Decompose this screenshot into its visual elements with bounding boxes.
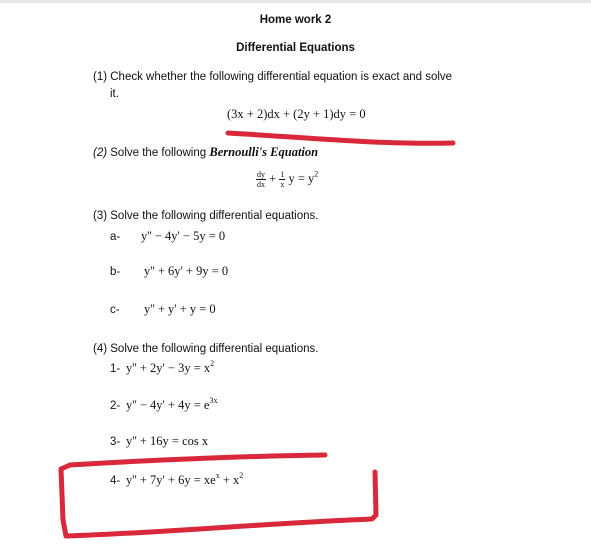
q3-prompt: (3) Solve the following differential equations. (93, 210, 319, 222)
q1-prompt-continued: it. (110, 88, 119, 100)
q4-3-equation: y'' + 16y = cos x (126, 434, 209, 448)
q4-2-equation: $y'' - 4y' + 4y = e^{3x}$ (126, 396, 218, 412)
q4-4-marker: 4- (110, 475, 121, 487)
one-over-x-fraction: $\frac{1}{x}$ (280, 170, 285, 189)
q3b-equation: y'' + 6y' + 9y = 0 (144, 264, 229, 278)
q3a-marker: a- (110, 231, 121, 243)
q4-prompt: (4) Solve the following differential equations. (93, 343, 319, 355)
q2-prompt (93, 145, 318, 160)
q4-1-marker: 1- (110, 363, 121, 375)
q2-number: (2) (93, 147, 108, 159)
q3a-equation: y'' − 4y' − 5y = 0 (141, 229, 226, 243)
q3b-marker: b- (110, 266, 121, 278)
q4-2-marker: 2- (110, 400, 121, 412)
red-underline-stroke (228, 133, 453, 143)
q2-equation: $\frac{dy}{dx}$ + $\frac{1}{x}$ $y = y^2$ (257, 169, 319, 189)
q1-equation: (3x + 2)dx + (2y + 1)dy = 0 (227, 107, 366, 121)
red-bracket-stroke (61, 455, 376, 536)
q4-3-marker: 3- (110, 436, 121, 448)
q3c-equation: y'' + y' + y = 0 (144, 302, 216, 316)
q2-bernoulli-emphasis: Bernoulli's Equation (209, 145, 319, 159)
q4-1-equation: $y'' + 2y' - 3y = x^2$ (126, 359, 215, 375)
q2-label: Solve the following (110, 147, 207, 159)
q1-prompt: (1) Check whether the following differential equation is exact and solve (93, 71, 453, 83)
top-edge (0, 0, 591, 3)
homework-title: Home work 2 (259, 14, 332, 26)
dy-dx-fraction: $\frac{dy}{dx}$ (257, 170, 265, 189)
q3c-marker: c- (110, 304, 120, 316)
course-subtitle: Differential Equations (236, 42, 355, 54)
q4-4-equation: $y'' + 7y' + 6y = xe^x + x^2$ (126, 471, 244, 487)
